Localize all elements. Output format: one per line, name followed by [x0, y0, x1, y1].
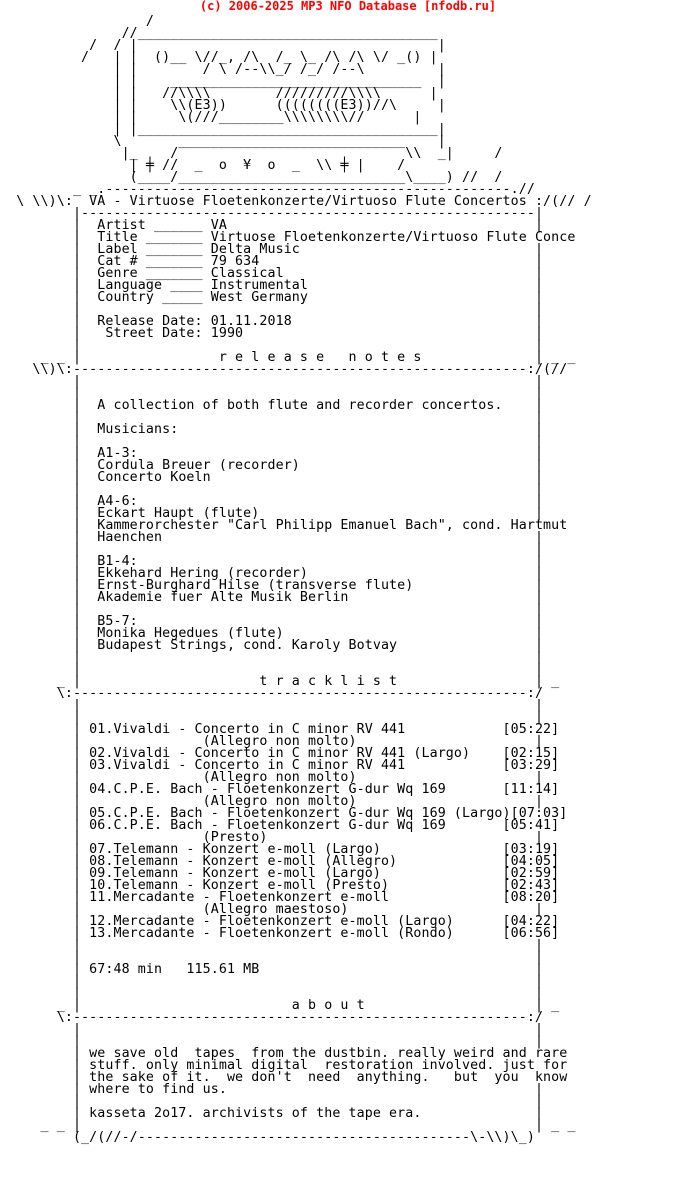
nfo-line: | Street Date: 1990 |	[0, 326, 544, 341]
nfo-line: | 06.C.P.E. Bach - Floetenkonzert G-dur Wq 169 [05:41]	[0, 818, 560, 833]
nfo-line: | 13.Mercadante - Floetenkonzert e-moll (Rondo) [06:56]	[0, 926, 560, 941]
nfo-line: | Eckart Haupt (flute) |	[0, 506, 544, 521]
nfo-line: | 01.Vivaldi - Concerto in C minor RV 441 [05:22]	[0, 722, 560, 737]
nfo-line: | |	[0, 698, 544, 713]
nfo-line: (_/(//-/-----------------------------------------\-\\)\_)	[0, 1130, 535, 1145]
nfo-line: | |_____________________________________|	[0, 122, 446, 137]
nfo-line: (____/____________________________\____) // /	[0, 170, 503, 185]
nfo-line: \ \\)\: VA - Virtuose Floetenkonzerte/Virtuoso Flute Concertos :/(// /	[0, 194, 592, 209]
nfo-line: | kasseta 2o17. archivists of the tape era. |	[0, 1106, 544, 1121]
nfo-line: | 12.Mercadante - Floetenkonzert e-moll (Largo) [04:22]	[0, 914, 560, 929]
nfo-line: | Musicians: |	[0, 422, 544, 437]
nfo-line: | Country _____ West Germany |	[0, 290, 544, 305]
nfo-line: | Artist ______ VA |	[0, 218, 544, 233]
nfo-line: | | _______________________________ |	[0, 74, 446, 89]
nfo-line: | Kammerorchester "Carl Philipp Emanuel Bach", cond. Hartmut	[0, 518, 568, 533]
nfo-line: _ _.--------------------------------------------------.//	[0, 182, 535, 197]
nfo-line: | (Allegro maestoso) |	[0, 902, 544, 917]
nfo-line: | 10.Telemann - Konzert e-moll (Presto) [02:43]	[0, 878, 560, 893]
nfo-line: | |	[0, 410, 544, 425]
nfo-line: | Language ____ Instrumental |	[0, 278, 544, 293]
nfo-line: | | \(///________\\\\\\\\// |	[0, 110, 422, 125]
nfo-line: | 08.Telemann - Konzert e-moll (Allegro) [04:05]	[0, 854, 560, 869]
nfo-line: | |	[0, 386, 544, 401]
nfo-line: \:--------------------------------------------------------:/	[0, 686, 544, 701]
nfo-line: | Akademie fuer Alte Musik Berlin |	[0, 590, 544, 605]
nfo-line: | stuff. only minimal digital restoration involved. just for	[0, 1058, 568, 1073]
nfo-line: | A collection of both flute and recorder concertos. |	[0, 398, 544, 413]
nfo-line: | |	[0, 662, 544, 677]
nfo-line: | | //\\\\ /////////\\\\ |	[0, 86, 438, 101]
nfo-line: | Genre _______ Classical |	[0, 266, 544, 281]
nfo-line: | |	[0, 938, 544, 953]
nfo-line: | Monika Hegedues (flute) |	[0, 626, 544, 641]
nfo-line: | Release Date: 01.11.2018 |	[0, 314, 544, 329]
nfo-line: | |	[0, 974, 544, 989]
nfo-line: | Haenchen |	[0, 530, 544, 545]
nfo-line: | Cat # _______ 79 634 |	[0, 254, 544, 269]
nfo-line: | |	[0, 950, 544, 965]
nfo-line: | 09.Telemann - Konzert e-moll (Largo) [02:59]	[0, 866, 560, 881]
nfo-line: | (Allegro non molto) |	[0, 734, 544, 749]
nfo-line: | B1-4: |	[0, 554, 544, 569]
site-header	[0, 0, 696, 13]
nfo-line: | 04.C.P.E. Bach - Floetenkonzert G-dur Wq 169 [11:14]	[0, 782, 560, 797]
nfo-line: | | / \ /--\\_/ /_/ /--\ |	[0, 62, 446, 77]
nfo-line: |_ / \\ _| /	[0, 146, 503, 161]
nfo-line: | Budapest Strings, cond. Karoly Botvay |	[0, 638, 544, 653]
nfo-line: \\)\:--------------------------------------------------------:/(//	[0, 362, 568, 377]
nfo-line: | (Allegro non molto) |	[0, 770, 544, 785]
site-header-link[interactable]: (c) 2006-2025 MP3 NFO Database [nfodb.ru]	[199, 0, 497, 13]
nfo-line: | the sake of it. we don't need anything. but you know	[0, 1070, 568, 1085]
nfo-line: | 67:48 min 115.61 MB |	[0, 962, 544, 977]
nfo-line: | ╪ // _ o ¥ o _ \\ ╪ | /	[0, 158, 406, 173]
nfo-line: | |	[0, 374, 544, 389]
nfo-line: | Label _______ Delta Music |	[0, 242, 544, 257]
nfo-line: | |	[0, 602, 544, 617]
nfo-text	[0, 16, 592, 1144]
nfo-line: | |	[0, 1094, 544, 1109]
nfo-line: | |	[0, 482, 544, 497]
nfo-line: | Title _______ Virtuose Floetenkonzerte/Virtuoso Flute Conce	[0, 230, 576, 245]
nfo-line: | |	[0, 434, 544, 449]
nfo-line: \ ____________________________ |	[0, 134, 446, 149]
nfo-line: | Ekkehard Hering (recorder) |	[0, 566, 544, 581]
nfo-line: | (Presto) |	[0, 830, 544, 845]
nfo-line: | 07.Telemann - Konzert e-moll (Largo) [03:19]	[0, 842, 560, 857]
nfo-line: | |	[0, 542, 544, 557]
nfo-line: | A1-3: |	[0, 446, 544, 461]
nfo-line: | Ernst-Burghard Hilse (transverse flute) |	[0, 578, 544, 593]
nfo-line: | |	[0, 710, 544, 725]
nfo-line: | B5-7: |	[0, 614, 544, 629]
nfo-line: | | \\(E3)) ((((((((E3))//\ |	[0, 98, 446, 113]
nfo-line: | |	[0, 302, 544, 317]
nfo-line: / / | |	[0, 38, 446, 53]
nfo-line: | 02.Vivaldi - Concerto in C minor RV 441 (Largo) [02:15]	[0, 746, 560, 761]
nfo-line: | |	[0, 1034, 544, 1049]
nfo-line: | 11.Mercadante - Floetenkonzert e-moll [08:20]	[0, 890, 560, 905]
nfo-line: / | | ()__ \//_, /\ /_ \_ /\ /\ \/ _() |	[0, 50, 438, 65]
nfo-line: /	[0, 14, 155, 29]
nfo-line: _ | a b o u t | _	[0, 998, 560, 1013]
nfo-line: _ _ | r e l e a s e n o t e s | _ _	[0, 350, 576, 365]
nfo-line: \:--------------------------------------------------------:/	[0, 1010, 544, 1025]
nfo-line: | A4-6: |	[0, 494, 544, 509]
nfo-line: | 03.Vivaldi - Concerto in C minor RV 441 [03:29]	[0, 758, 560, 773]
nfo-line: | |	[0, 1022, 544, 1037]
nfo-line: //_____________________________________	[0, 26, 438, 41]
nfo-line: |--------------------------------------------------------|	[0, 206, 544, 221]
nfo-line: _ | t r a c k l i s t | _	[0, 674, 560, 689]
nfo-line: | we save old tapes from the dustbin. really weird and rare	[0, 1046, 568, 1061]
nfo-line: | 05.C.P.E. Bach - Floetenkonzert G-dur Wq 169 (Largo)[07:03]	[0, 806, 568, 821]
nfo-line: | (Allegro non molto) |	[0, 794, 544, 809]
nfo-line: _ _ | | _ _	[0, 1118, 576, 1133]
nfo-line: | |	[0, 338, 544, 353]
nfo-line: | Cordula Breuer (recorder) |	[0, 458, 544, 473]
nfo-line: | |	[0, 650, 544, 665]
nfo-line: | Concerto Koeln |	[0, 470, 544, 485]
nfo-line: | where to find us. |	[0, 1082, 544, 1097]
nfo-line: | |	[0, 986, 544, 1001]
